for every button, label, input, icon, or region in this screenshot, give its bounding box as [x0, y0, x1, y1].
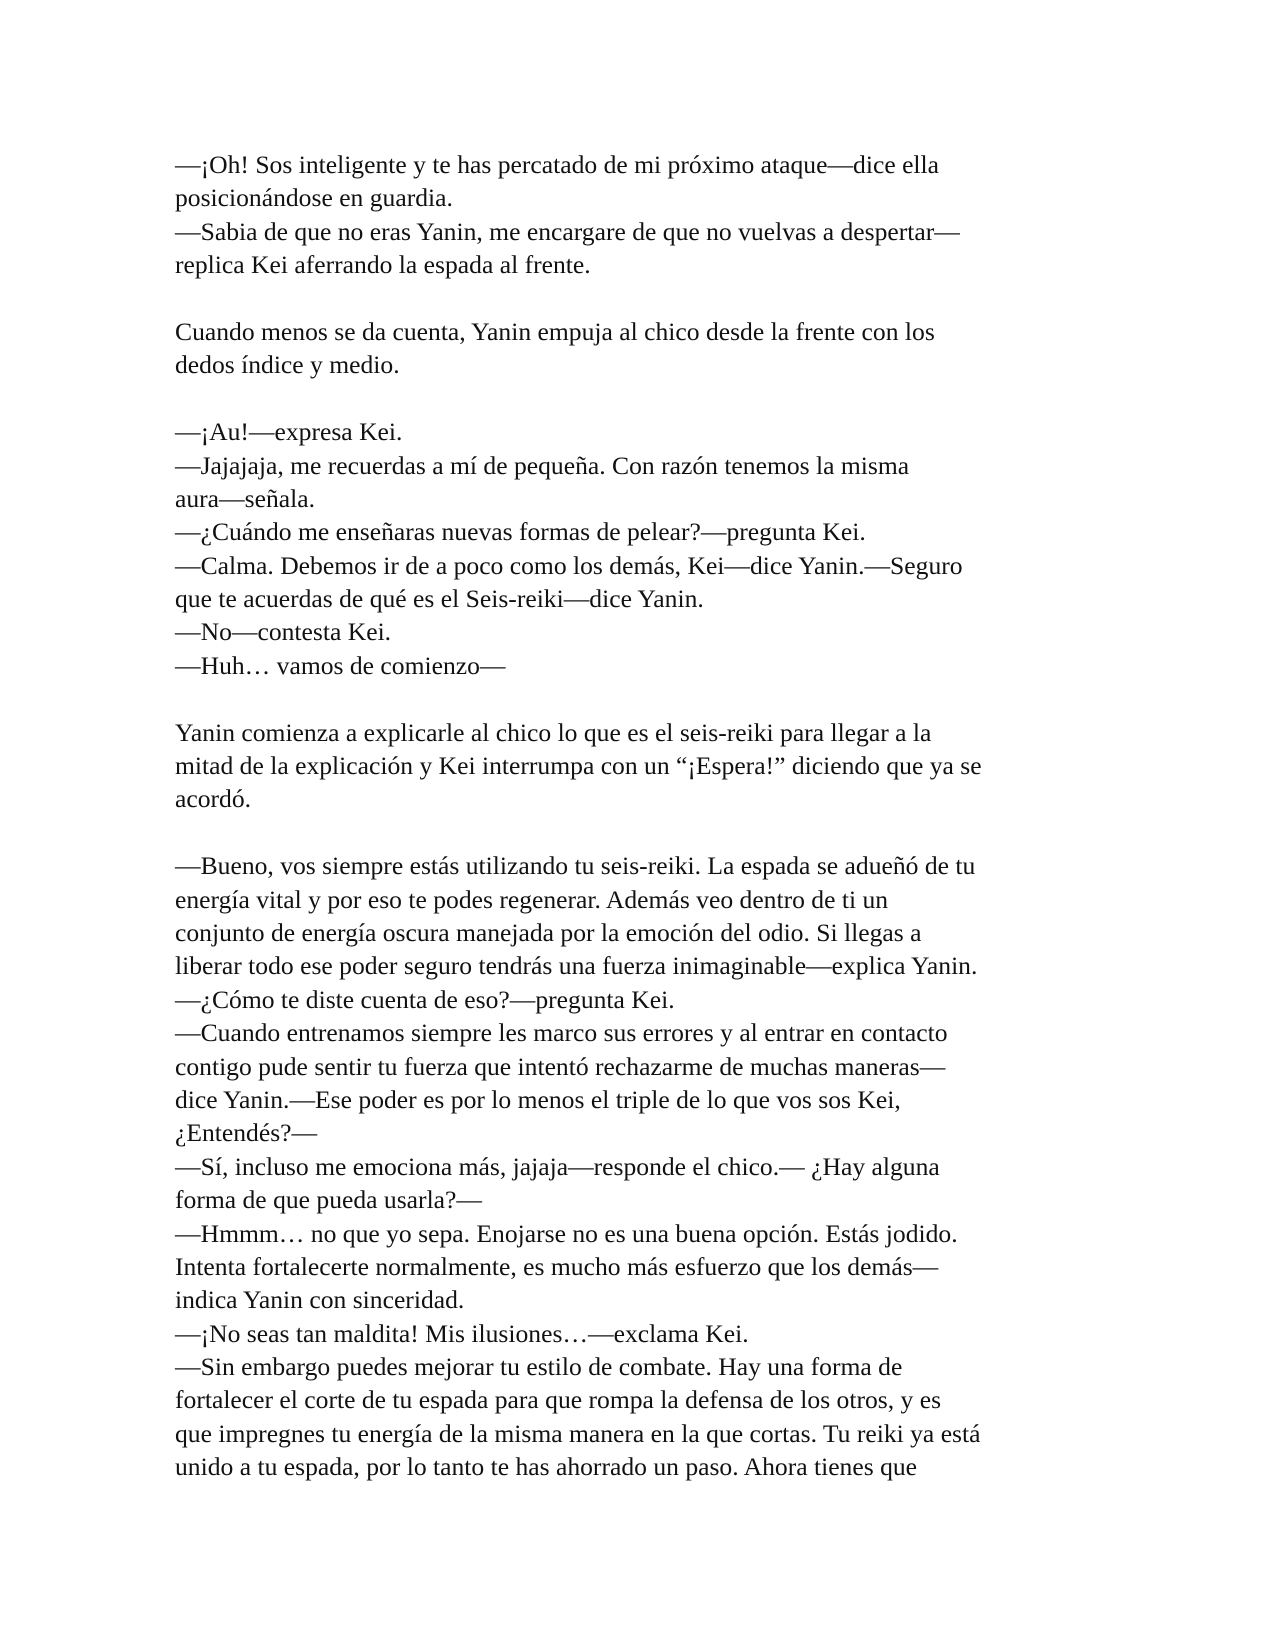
text-line: replica Kei aferrando la espada al frente.: [175, 250, 591, 280]
text-line: —¡Au!—expresa Kei.: [175, 417, 403, 447]
text-line: —Bueno, vos siempre estás utilizando tu seis-reiki. La espada se adueñó de tu: [175, 851, 976, 881]
text-line: dice Yanin.—Ese poder es por lo menos el triple de lo que vos sos Kei,: [175, 1084, 901, 1114]
document-body: [175, 148, 1110, 1484]
text-line: dedos índice y medio.: [175, 350, 400, 380]
text-line: Yanin comienza a explicarle al chico lo que es el seis-reiki para llegar a la: [175, 717, 932, 747]
text-line: —¿Cuándo me enseñaras nuevas formas de pelear?—pregunta Kei.: [175, 517, 866, 547]
text-line: energía vital y por eso te podes regenerar. Además veo dentro de ti un: [175, 884, 889, 914]
text-line: conjunto de energía oscura manejada por la emoción del odio. Si llegas a: [175, 917, 922, 947]
text-line: —Hmmm… no que yo sepa. Enojarse no es una buena opción. Estás jodido.: [175, 1218, 958, 1248]
text-line: Intenta fortalecerte normalmente, es mucho más esfuerzo que los demás—: [175, 1251, 939, 1281]
text-line: —Huh… vamos de comienzo—: [175, 650, 506, 680]
text-line: —¡No seas tan maldita! Mis ilusiones…—exclama Kei.: [175, 1318, 749, 1348]
text-line: que te acuerdas de qué es el Seis-reiki—dice Yanin.: [175, 584, 704, 614]
paragraph-gap: [175, 816, 1110, 849]
text-line: —Sí, incluso me emociona más, jajaja—responde el chico.— ¿Hay alguna: [175, 1151, 940, 1181]
text-line: liberar todo ese poder seguro tendrás una fuerza inimaginable—explica Yanin.: [175, 951, 978, 981]
text-line: —Jajajaja, me recuerdas a mí de pequeña. Con razón tenemos la misma: [175, 450, 910, 480]
text-line: —Sabia de que no eras Yanin, me encargare de que no vuelvas a despertar—: [175, 216, 960, 246]
text-line: —Cuando entrenamos siempre les marco sus errores y al entrar en contacto: [175, 1018, 948, 1048]
text-line: —¿Cómo te diste cuenta de eso?—pregunta Kei.: [175, 984, 675, 1014]
text-line: mitad de la explicación y Kei interrumpa con un “¡Espera!” diciendo que ya se: [175, 751, 982, 781]
text-line: forma de que pueda usarla?—: [175, 1185, 482, 1215]
text-line: contigo pude sentir tu fuerza que intentó rechazarme de muchas maneras—: [175, 1051, 946, 1081]
text-line: —Calma. Debemos ir de a poco como los demás, Kei—dice Yanin.—Seguro: [175, 550, 963, 580]
text-line: acordó.: [175, 784, 252, 814]
paragraph-gap: [175, 682, 1110, 715]
paragraph-gap: [175, 382, 1110, 415]
text-line: unido a tu espada, por lo tanto te has ahorrado un paso. Ahora tienes que: [175, 1452, 918, 1482]
text-line: fortalecer el corte de tu espada para que rompa la defensa de los otros, y es: [175, 1385, 942, 1415]
text-line: —¡Oh! Sos inteligente y te has percatado de mi próximo ataque—dice ella: [175, 150, 940, 179]
paragraph-gap: [175, 282, 1110, 315]
text-line: ¿Entendés?—: [175, 1118, 318, 1148]
text-line: —No—contesta Kei.: [175, 617, 392, 647]
text-line: aura—señala.: [175, 483, 315, 513]
text-line: que impregnes tu energía de la misma manera en la que cortas. Tu reiki ya está: [175, 1418, 981, 1448]
text-line: Cuando menos se da cuenta, Yanin empuja al chico desde la frente con los: [175, 316, 935, 346]
text-line: —Sin embargo puedes mejorar tu estilo de combate. Hay una forma de: [175, 1352, 903, 1382]
text-line: indica Yanin con sinceridad.: [175, 1285, 465, 1315]
text-line: posicionándose en guardia.: [175, 183, 453, 213]
